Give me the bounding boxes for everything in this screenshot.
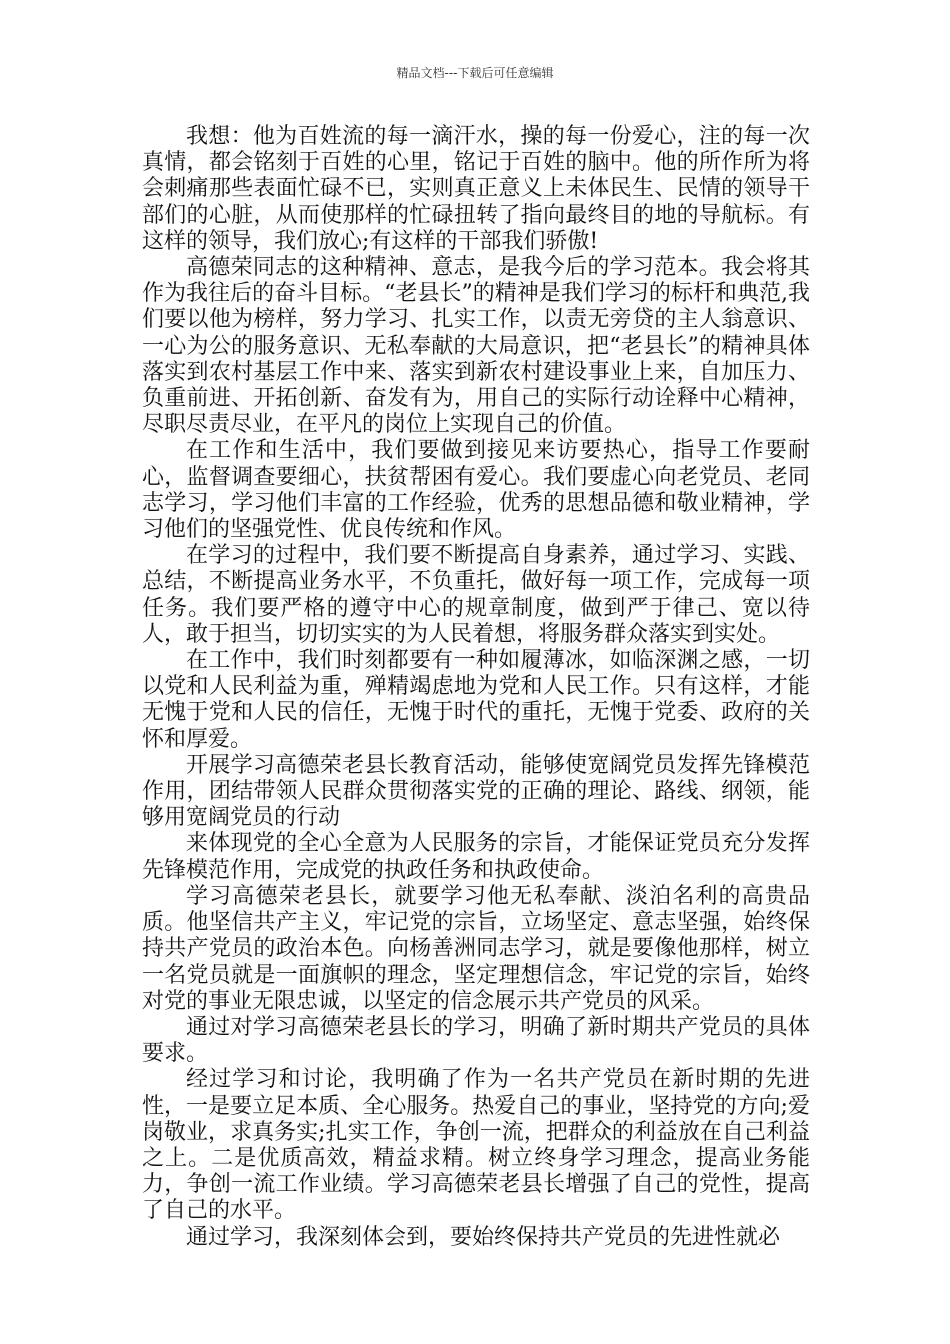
paragraph-11: 通过学习，我深刻体会到，要始终保持共产党员的先进性就必	[186, 1224, 781, 1250]
paragraph-2: 高德荣同志的这种精神、意志，是我今后的学习范本。我会将其作为我往后的奋斗目标。“老县长”的精神是我们学习的标杆和典范,我们要以他为榜样，努力学习、扎实工作，以责无旁贷的主人翁意识、一心为公的服务意识、无私奉献的大局意识，把“老县长”的精神具体落实到农村基层工作中来、落实到新农村建设事业上来，自加压力、负重前进、开拓创新、奋发有为，用自己的实际行动诠释中心精神，尽职尽责尽业，在平凡的岗位上实现自己的价值。	[142, 255, 810, 438]
document-body	[142, 124, 810, 1251]
paragraph-10: 经过学习和讨论，我明确了作为一名共产党员在新时期的先进性，一是要立足本质、全心服务。热爱自己的事业，坚持党的方向;爱岗敬业，求真务实;扎实工作，争创一流，把群众的利益放在自己利益之上。二是优质高效，精益求精。树立终身学习理念，提高业务能力，争创一流工作业绩。学习高德荣老县长增强了自己的党性，提高了自己的水平。	[142, 1067, 810, 1224]
paragraph-3: 在工作和生活中，我们要做到接见来访要热心，指导工作要耐心，监督调查要细心，扶贫帮困有爱心。我们要虚心向老党员、老同志学习，学习他们丰富的工作经验，优秀的思想品德和敬业精神，学习他们的坚强党性、优良传统和作风。	[142, 438, 810, 543]
paragraph-7: 来体现党的全心全意为人民服务的宗旨，才能保证党员充分发挥先锋模范作用，完成党的执政任务和执政使命。	[142, 831, 810, 883]
paragraph-5: 在工作中，我们时刻都要有一种如履薄冰，如临深渊之感，一切以党和人民利益为重，殚精竭虑地为党和人民工作。只有这样，才能无愧于党和人民的信任，无愧于时代的重托，无愧于党委、政府的关怀和厚爱。	[142, 648, 810, 752]
paragraph-9: 通过对学习高德荣老县长的学习，明确了新时期共产党员的具体要求。	[142, 1014, 810, 1067]
paragraph-1: 我想：他为百姓流的每一滴汗水，操的每一份爱心，注的每一次真情，都会铭刻于百姓的心里，铭记于百姓的脑中。他的所作所为将会刺痛那些表面忙碌不已，实则真正意义上未体民生、民情的领导干部们的心脏，从而使那样的忙碌扭转了指向最终目的地的导航标。有这样的领导，我们放心;有这样的干部我们骄傲!	[142, 124, 810, 254]
paragraph-4: 在学习的过程中，我们要不断提高自身素养，通过学习、实践、总结，不断提高业务水平，不负重托，做好每一项工作，完成每一项任务。我们要严格的遵守中心的规章制度，做到严于律己、宽以待人，敢于担当，切切实实的为人民着想，将服务群众落实到实处。	[142, 543, 810, 647]
paragraph-6: 开展学习高德荣老县长教育活动，能够使宽阔党员发挥先锋模范作用，团结带领人民群众贯彻落实党的正确的理论、路线、纲领，能够用宽阔党员的行动	[142, 752, 810, 831]
paragraph-8: 学习高德荣老县长，就要学习他无私奉献、淡泊名利的高贵品质。他坚信共产主义，牢记党的宗旨，立场坚定、意志坚强，始终保持共产党员的政治本色。向杨善洲同志学习，就是要像他那样，树立一名党员就是一面旗帜的理念，坚定理想信念，牢记党的宗旨，始终对党的事业无限忠诚，以坚定的信念展示共产党员的风采。	[142, 883, 810, 1014]
page-header: 精品文档---下载后可任意编辑	[396, 66, 554, 80]
